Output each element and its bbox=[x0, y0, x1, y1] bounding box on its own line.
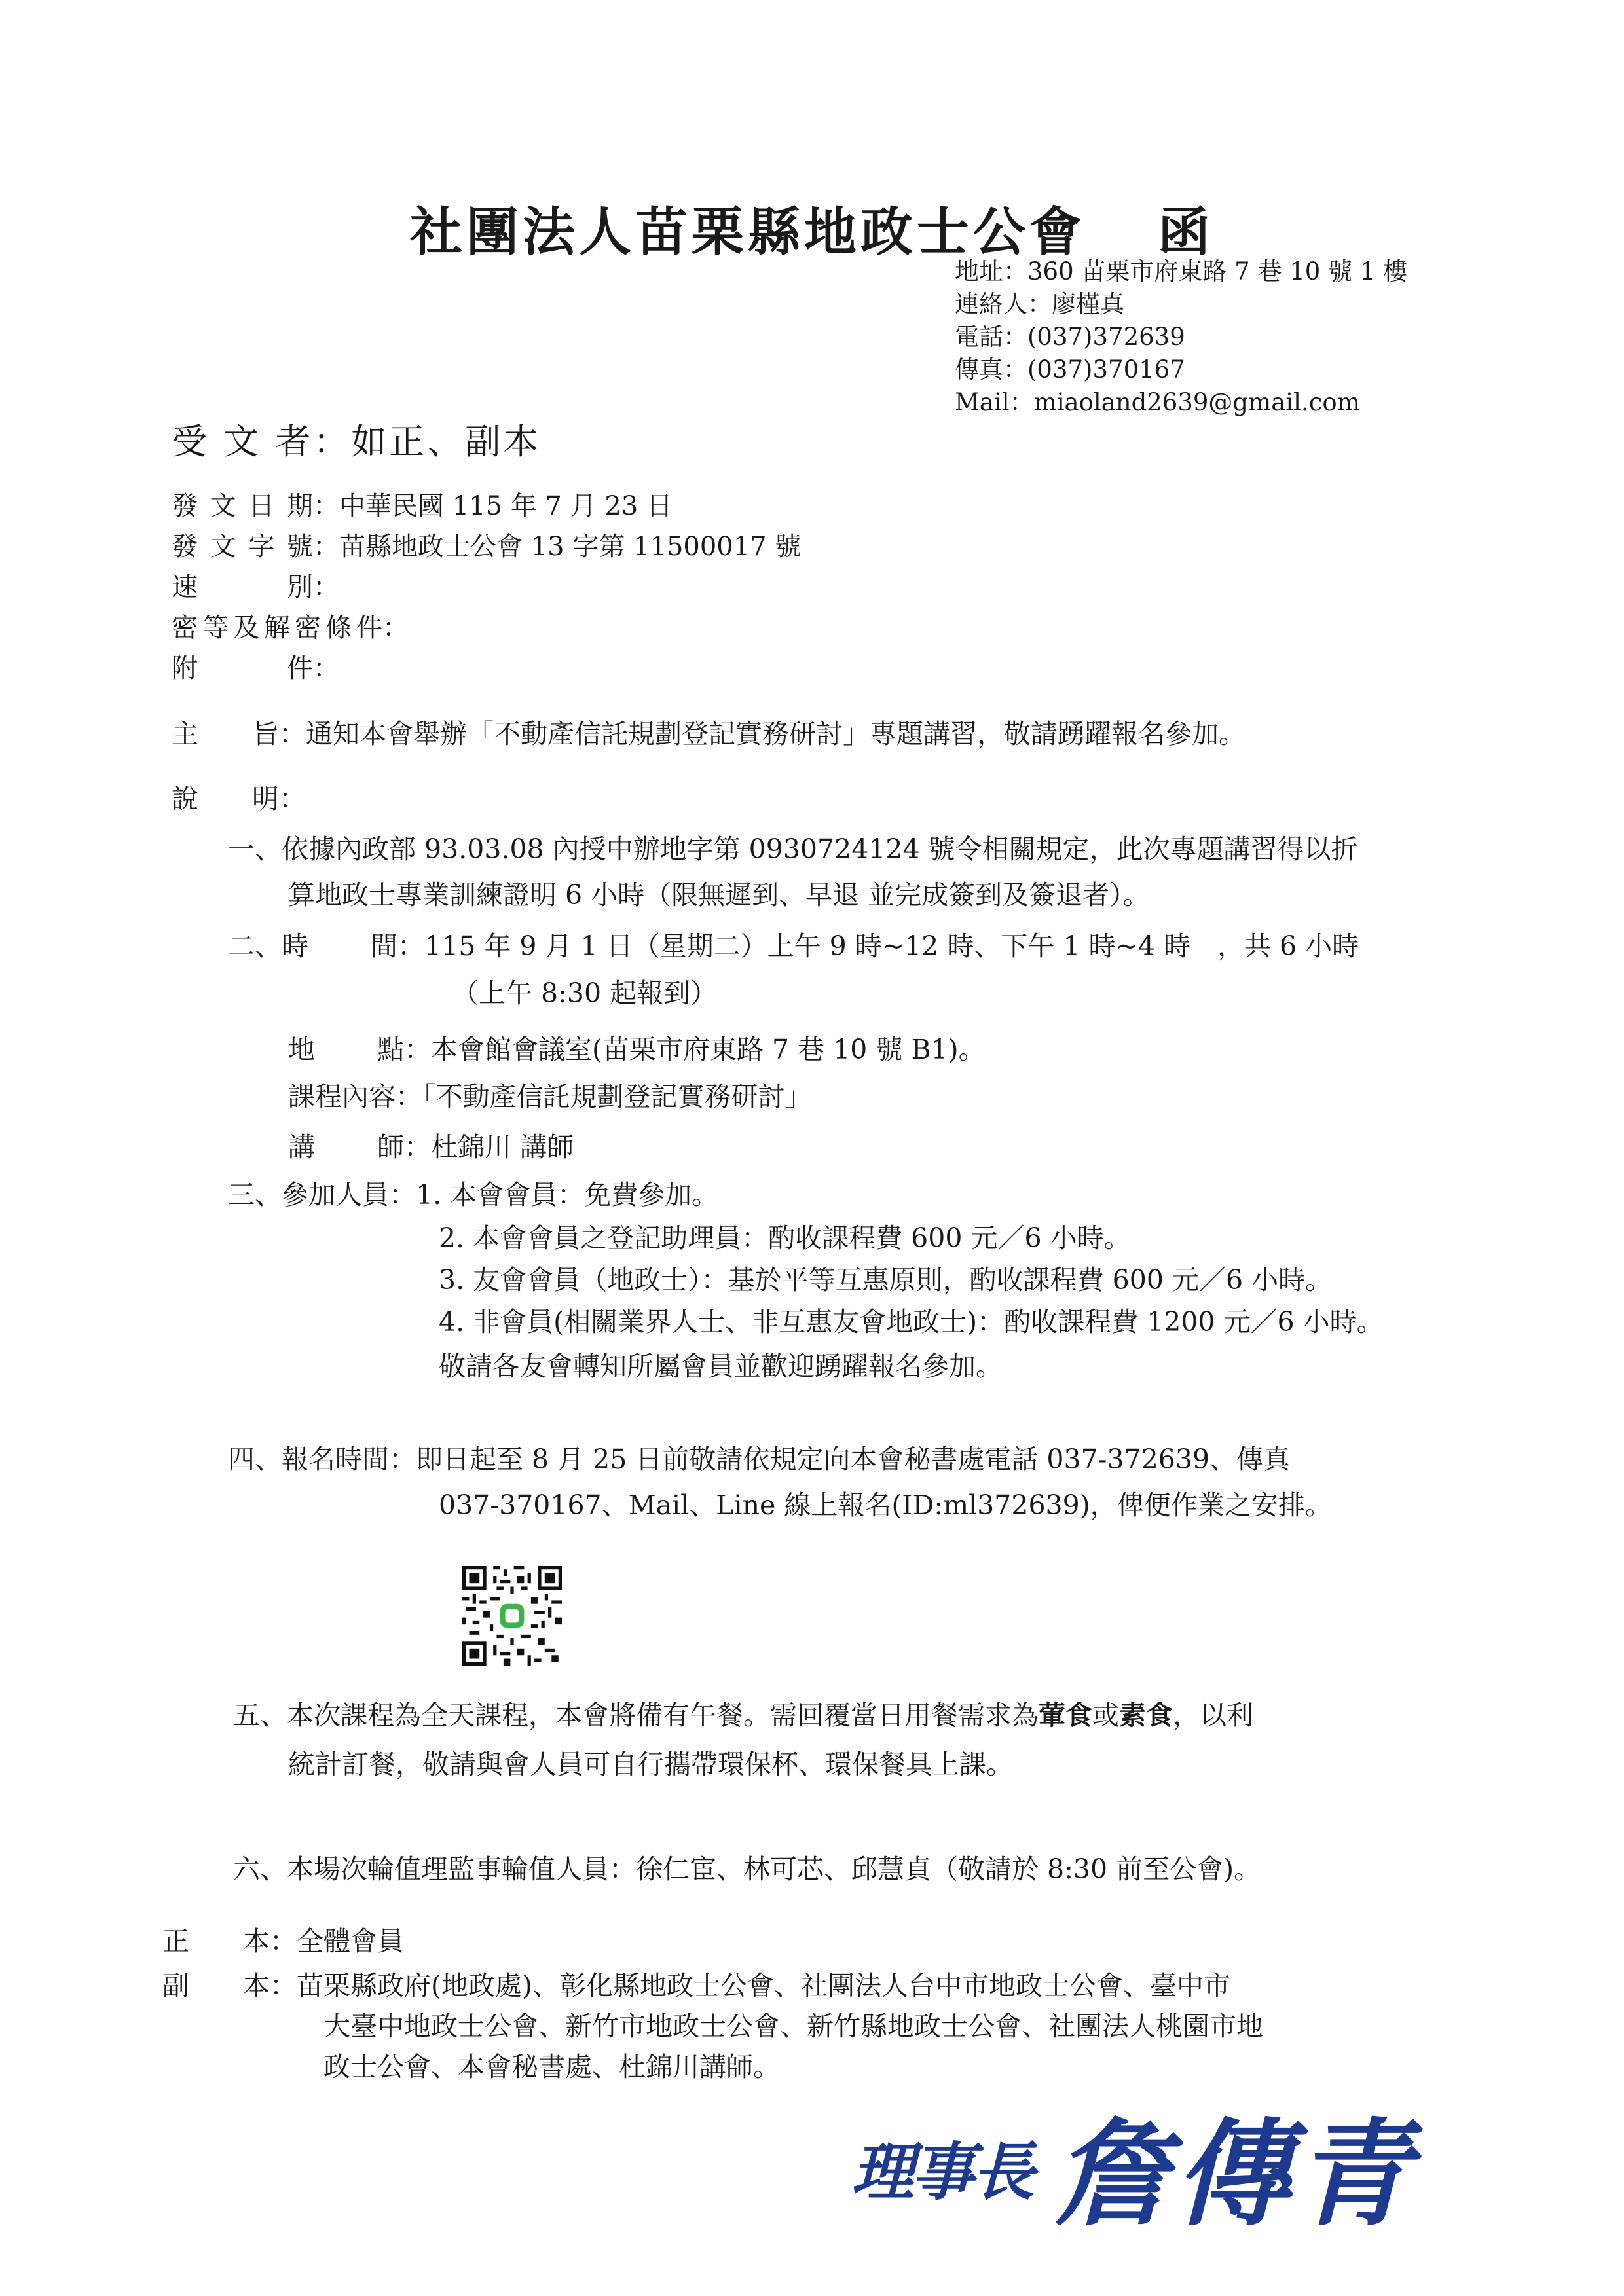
item-5-meat: 葷食 bbox=[1039, 1700, 1092, 1731]
meta-secret-label: 密等及解密條件 bbox=[172, 613, 382, 643]
explain-heading: 說 明： bbox=[172, 783, 306, 814]
item-2-place: 地 點：本會館會議室(苗栗市府東路 7 巷 10 號 B1)。 bbox=[288, 1034, 986, 1065]
meta-attach bbox=[172, 648, 801, 689]
meta-date bbox=[172, 486, 801, 526]
item-1-line-1: 一、依據內政部 93.03.08 內授中辦地字第 0930724124 號令相關規定，此次專題講習得以折 bbox=[228, 833, 1358, 865]
meta-speed-label: 速別 bbox=[172, 572, 313, 602]
item-3-line-3: 3. 友會會員（地政士）：基於平等互惠原則，酌收課程費 600 元／6 小時。 bbox=[439, 1264, 1333, 1296]
distribution-copy-line-1 bbox=[162, 1963, 1230, 2009]
meta-number-value: ：苗縣地政士公會 13 字第 11500017 號 bbox=[313, 532, 802, 562]
item-6: 六、本場次輪值理監事輪值人員：徐仁宦、林可芯、邱慧貞（敬請於 8:30 前至公會)。 bbox=[233, 1853, 1261, 1885]
item-3-line-5: 敬請各友會轉知所屬會員並歡迎踴躍報名參加。 bbox=[439, 1351, 1003, 1382]
distribution-main-label: 正 本 bbox=[162, 1925, 270, 1957]
meta-attach-value: ： bbox=[313, 653, 339, 683]
signature-name: 詹傳青 bbox=[1054, 2106, 1416, 2242]
recipient: 受 文 者：如正、副本 bbox=[172, 421, 542, 462]
item-5-line-1 bbox=[233, 1692, 1253, 1738]
item-1-line-2: 算地政士專業訓練證明 6 小時（限無遲到、早退 並完成簽到及簽退者）。 bbox=[288, 879, 1150, 911]
distribution-main bbox=[162, 1918, 404, 1964]
item-3-line-4: 4. 非會員(相關業界人士、非互惠友會地政士)：酌收課程費 1200 元／6 小時。 bbox=[439, 1306, 1384, 1338]
distribution-copy-line-2: 大臺中地政士公會、新竹市地政士公會、新竹縣地政士公會、社團法人桃園市地 bbox=[323, 2011, 1263, 2042]
item-2-line-2: （上午 8:30 起報到） bbox=[452, 977, 718, 1009]
item-4-line-1: 四、報名時間：即日起至 8 月 25 日前敬請依規定向本會秘書處電話 037-372639、傳真 bbox=[228, 1444, 1291, 1475]
item-5-or: 或 bbox=[1092, 1700, 1119, 1731]
meta-attach-label: 附件 bbox=[172, 653, 313, 683]
letter-title bbox=[0, 190, 1624, 265]
item-5-text-b: ，以利 bbox=[1173, 1700, 1253, 1731]
subject bbox=[172, 711, 1246, 757]
subject-label: 主 旨 bbox=[172, 718, 279, 750]
item-2-line-1: 二、時 間：115 年 9 月 1 日（星期二）上午 9 時~12 時、下午 1 時~4 時 ，共 6 小時 bbox=[228, 930, 1359, 962]
contact-mail: Mail：miaoland2639@gmail.com bbox=[955, 388, 1360, 416]
signature-title: 理事長 bbox=[851, 2135, 1032, 2209]
doc-type: 函 bbox=[1158, 201, 1214, 263]
item-5-text-a: 五、本次課程為全天課程，本會將備有午餐。需回覆當日用餐需求為 bbox=[233, 1700, 1039, 1731]
chairman-signature bbox=[845, 2082, 1416, 2242]
contact-phone: 電話：(037)372639 bbox=[955, 323, 1185, 351]
item-2-course: 課程內容：「不動產信託規劃登記實務研討」 bbox=[288, 1081, 812, 1112]
distribution-copy-line-3: 政士公會、本會秘書處、杜錦川講師。 bbox=[323, 2051, 780, 2083]
qr-code-icon bbox=[462, 1566, 562, 1666]
meta-date-label: 發文日期 bbox=[172, 491, 313, 521]
distribution-main-value: ：全體會員 bbox=[270, 1925, 404, 1957]
item-5-veg: 素食 bbox=[1119, 1700, 1173, 1731]
distribution-copy-value-1: ：苗栗縣政府(地政處)、彰化縣地政士公會、社團法人台中市地政士公會、臺中市 bbox=[270, 1970, 1230, 2001]
meta-speed bbox=[172, 567, 801, 608]
meta-speed-value: ： bbox=[313, 572, 339, 602]
item-3-line-2: 2. 本會會員之登記助理員：酌收課程費 600 元／6 小時。 bbox=[439, 1222, 1131, 1254]
meta-number-label: 發文字號 bbox=[172, 532, 313, 562]
meta-number bbox=[172, 526, 801, 567]
item-2-lecturer: 講 師：杜錦川 講師 bbox=[288, 1131, 574, 1163]
contact-block bbox=[955, 255, 1407, 419]
org-name: 社團法人苗栗縣地政士公會 bbox=[410, 201, 1086, 263]
contact-fax: 傳真：(037)370167 bbox=[955, 355, 1185, 384]
contact-person: 連絡人：廖槿真 bbox=[955, 290, 1124, 318]
meta-block bbox=[172, 486, 801, 689]
item-3-line-1: 三、參加人員：1. 本會會員：免費參加。 bbox=[228, 1179, 719, 1211]
meta-date-value: ：中華民國 115 年 7 月 23 日 bbox=[313, 491, 673, 521]
meta-secret-value: ： bbox=[382, 613, 409, 643]
item-5-line-2: 統計訂餐，敬請與會人員可自行攜帶環保杯、環保餐具上課。 bbox=[288, 1749, 1013, 1780]
distribution-copy-label: 副 本 bbox=[162, 1970, 270, 2001]
item-4-line-2: 037-370167、Mail、Line 線上報名(ID:ml372639)，俾便作業之安排。 bbox=[439, 1489, 1332, 1521]
contact-address: 地址：360 苗栗市府東路 7 巷 10 號 1 樓 bbox=[955, 257, 1408, 285]
subject-text: ：通知本會舉辦「不動產信託規劃登記實務研討」專題講習，敬請踴躍報名參加。 bbox=[279, 718, 1246, 750]
meta-secret bbox=[172, 608, 801, 648]
